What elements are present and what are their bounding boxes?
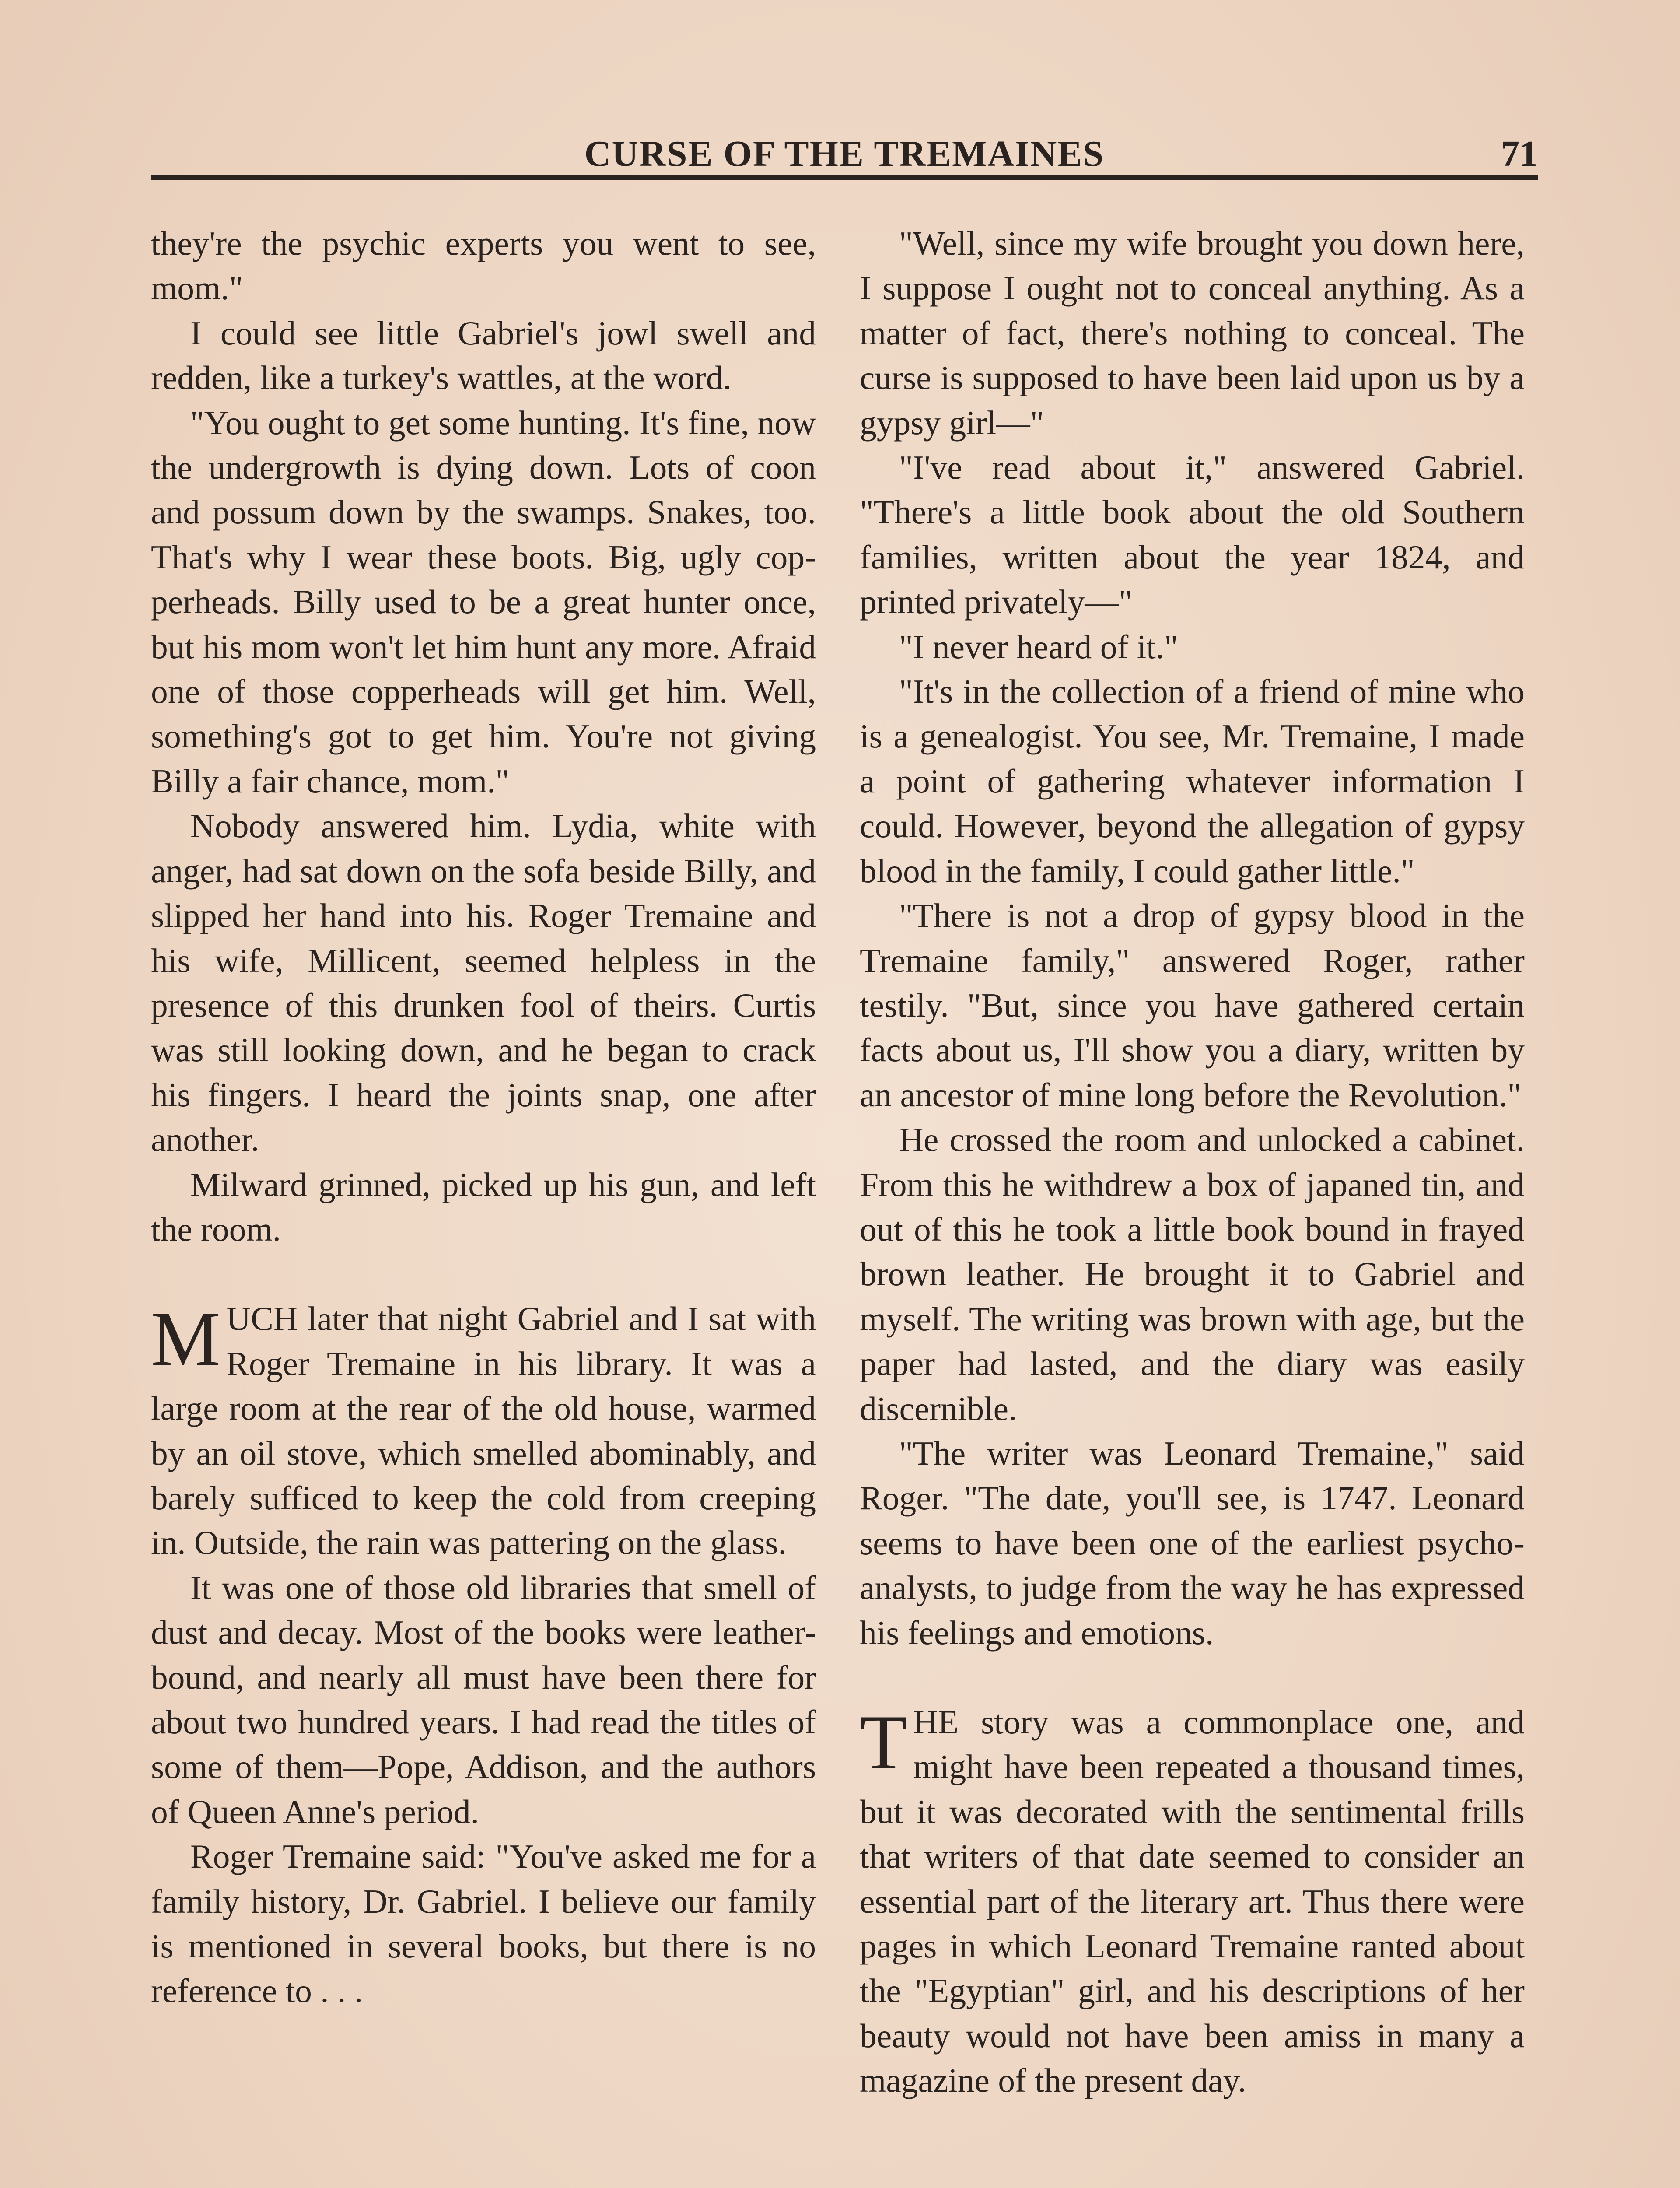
paragraph: "I've read about it," answered Gabriel. "There's a little book about the old Southern families, written about the year 1824, and printed privately—" bbox=[860, 449, 1525, 621]
paragraph: "I never heard of it." bbox=[899, 628, 1178, 666]
paragraph: Nobody answered him. Lydia, white with anger, had sat down on the sofa beside Billy, and slipped her hand into his. Roger Tremaine and his wife, Millicent, seemed helpless in the presence of this drunken fool of theirs. Curtis was still looking down, and he began to crack his fingers. I heard the joints snap, one after another. bbox=[151, 807, 816, 1159]
running-title: CURSE OF THE TREMAINES bbox=[584, 133, 1105, 174]
drop-cap: M bbox=[151, 1295, 220, 1382]
paragraph: "It's in the collection of a friend of mine who is a genealogist. You see, Mr. Tremaine, I made a point of gathering whatever information I could. However, beyond the allegation of gypsy blood in the family, I could gather little." bbox=[860, 673, 1525, 890]
paragraph: "The writer was Leonard Tremaine," said Roger. "The date, you'll see, is 1747. Leonard seems to have been one of the earliest psycho-analysts, to judge from the way he has expressed his feelings and emotions. bbox=[860, 1434, 1525, 1652]
paragraph: I could see little Gabriel's jowl swell and redden, like a turkey's wattles, at the word. bbox=[151, 314, 816, 397]
section-text: UCH later that night Gabriel and I sat with Roger Tremaine in his library. It was a large room at the rear of the old house, warmed by an oil stove, which smelled abominably, and barely sufficed to keep the cold from creeping in. Outside, the rain was pattering on the glass. bbox=[151, 1300, 816, 1562]
left-column bbox=[151, 221, 816, 2188]
section-paragraph bbox=[151, 1296, 816, 1565]
paragraph: He crossed the room and unlocked a cabinet. From this he withdrew a box of japaned tin, and out of this he took a little book bound in frayed brown leather. He brought it to Gabriel and myself. The writing was brown with age, but the paper had lasted, and the diary was easily discernible. bbox=[860, 1121, 1525, 1427]
page-header bbox=[151, 125, 1538, 173]
drop-cap: T bbox=[860, 1699, 907, 1785]
paragraph: Milward grinned, picked up his gun, and left the room. bbox=[151, 1165, 816, 1248]
paragraph: "There is not a drop of gypsy blood in the Tremaine family," answered Roger, rather testily. "But, since you have gathered certain facts about us, I'll show you a diary, written by an ancestor of mine long before the Revolution." bbox=[860, 897, 1525, 1114]
section-text: HE story was a commonplace one, and might have been repeated a thousand times, but it was decorated with the sentimental frills that writers of that date seemed to consider an essential part of the literary art. Thus there were pages in which Leonard Tremaine ranted about the "Egyptian" girl, and his descriptions of her beauty would not have been amiss in many a magazine of the present day. bbox=[860, 1703, 1525, 2100]
paragraph: "You ought to get some hunting. It's fine, now the undergrowth is dying down. Lots of coon and possum down by the swamps. Snakes, too. That's why I wear these boots. Big, ugly copperheads. Billy used to be a great hunter once, but his mom won't let him hunt any more. Afraid one of those copperheads will get him. Well, something's got to get him. You're not giving Billy a fair chance, mom." bbox=[151, 403, 816, 800]
paragraph: Roger Tremaine said: "You've asked me for a family history, Dr. Gabriel. I believe our family is mentioned in several books, but there is no reference to . . . bbox=[151, 1837, 816, 2010]
paragraph: they're the psychic experts you went to see, mom." bbox=[151, 224, 816, 307]
paragraph: It was one of those old libraries that smell of dust and decay. Most of the books were leather-bound, and nearly all must have been there for about two hundred years. I had read the titles of some of them—Pope, Addison, and the authors of Queen Anne's period. bbox=[151, 1568, 816, 1830]
paragraph: "Well, since my wife brought you down here, I suppose I ought not to conceal anything. As a matter of fact, there's nothing to conceal. The curse is supposed to have been laid upon us by a gypsy girl—" bbox=[860, 224, 1525, 442]
section-paragraph bbox=[860, 1700, 1525, 2103]
header-rule bbox=[151, 175, 1538, 180]
page-number: 71 bbox=[1501, 133, 1538, 174]
right-column bbox=[860, 221, 1525, 2188]
